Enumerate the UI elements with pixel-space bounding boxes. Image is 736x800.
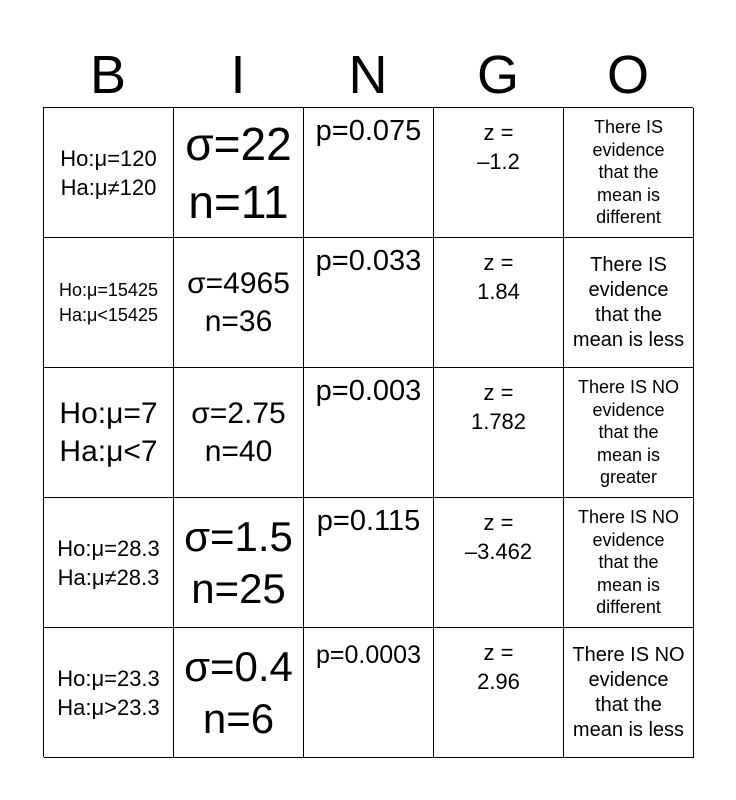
cell-text: σ=2.75 n=40 [191, 396, 286, 468]
bingo-cell-sigma-n[interactable] [174, 628, 304, 758]
bingo-cell-conclusion[interactable] [564, 368, 694, 498]
bingo-header [43, 44, 693, 106]
bingo-cell-p-value[interactable] [304, 628, 434, 758]
cell-text: There IS evidence that the mean is less [572, 253, 685, 351]
bingo-cell-hypothesis[interactable] [44, 498, 174, 628]
bingo-cell-z-score[interactable] [434, 108, 564, 238]
cell-text: p=0.115 [316, 505, 421, 537]
bingo-cell-conclusion[interactable] [564, 628, 694, 758]
cell-text: There IS NO evidence that the mean is different [577, 507, 680, 618]
bingo-cell-p-value[interactable] [304, 498, 434, 628]
bingo-cell-conclusion[interactable] [564, 108, 694, 238]
cell-text: p=0.033 [315, 245, 422, 277]
bingo-cell-conclusion[interactable] [564, 238, 694, 368]
bingo-cell-hypothesis[interactable] [44, 238, 174, 368]
cell-text: z = 1.84 [477, 250, 520, 304]
bingo-cell-hypothesis[interactable] [44, 368, 174, 498]
cell-text: Ho:μ=120 Ha:μ≠120 [60, 145, 157, 200]
bingo-cell-z-score[interactable] [434, 368, 564, 498]
bingo-cell-sigma-n[interactable] [174, 368, 304, 498]
cell-text: σ=4965 n=36 [187, 266, 290, 338]
cell-text: Ho:μ=7 Ha:μ<7 [59, 396, 158, 468]
cell-text: There IS NO evidence that the mean is less [572, 643, 685, 741]
bingo-cell-hypothesis[interactable] [44, 628, 174, 758]
bingo-cell-conclusion[interactable] [564, 498, 694, 628]
bingo-cell-hypothesis[interactable] [44, 108, 174, 238]
cell-text: Ho:μ=15425 Ha:μ<15425 [59, 279, 158, 325]
header-letter-b: B [89, 45, 127, 105]
cell-text: z = 1.782 [470, 380, 527, 434]
cell-text: p=0.0003 [316, 641, 421, 669]
cell-text: σ=1.5 n=25 [184, 512, 293, 612]
cell-text: Ho:μ=28.3 Ha:μ≠28.3 [57, 535, 160, 590]
header-letter-o: O [606, 45, 649, 105]
bingo-cell-p-value[interactable] [304, 238, 434, 368]
bingo-cell-p-value[interactable] [304, 108, 434, 238]
cell-text: z = –3.462 [464, 510, 533, 564]
bingo-cell-z-score[interactable] [434, 628, 564, 758]
cell-text: σ=22 n=11 [185, 117, 292, 228]
header-letter-g: G [476, 45, 519, 105]
cell-text: z = 2.96 [477, 640, 520, 694]
header-letter-n: N [348, 45, 388, 105]
bingo-cell-sigma-n[interactable] [174, 498, 304, 628]
bingo-card [43, 107, 693, 757]
bingo-cell-z-score[interactable] [434, 238, 564, 368]
cell-text: z = –1.2 [477, 120, 520, 174]
header-letter-i: I [230, 45, 246, 105]
cell-text: Ho:μ=23.3 Ha:μ>23.3 [57, 665, 160, 720]
cell-text: σ=0.4 n=6 [184, 642, 293, 742]
cell-text: There IS evidence that the mean is different [592, 117, 665, 228]
cell-text: There IS NO evidence that the mean is greater [577, 377, 680, 488]
cell-text: p=0.003 [315, 375, 422, 407]
bingo-cell-z-score[interactable] [434, 498, 564, 628]
bingo-cell-sigma-n[interactable] [174, 108, 304, 238]
cell-text: p=0.075 [315, 115, 422, 147]
bingo-cell-p-value[interactable] [304, 368, 434, 498]
bingo-cell-sigma-n[interactable] [174, 238, 304, 368]
